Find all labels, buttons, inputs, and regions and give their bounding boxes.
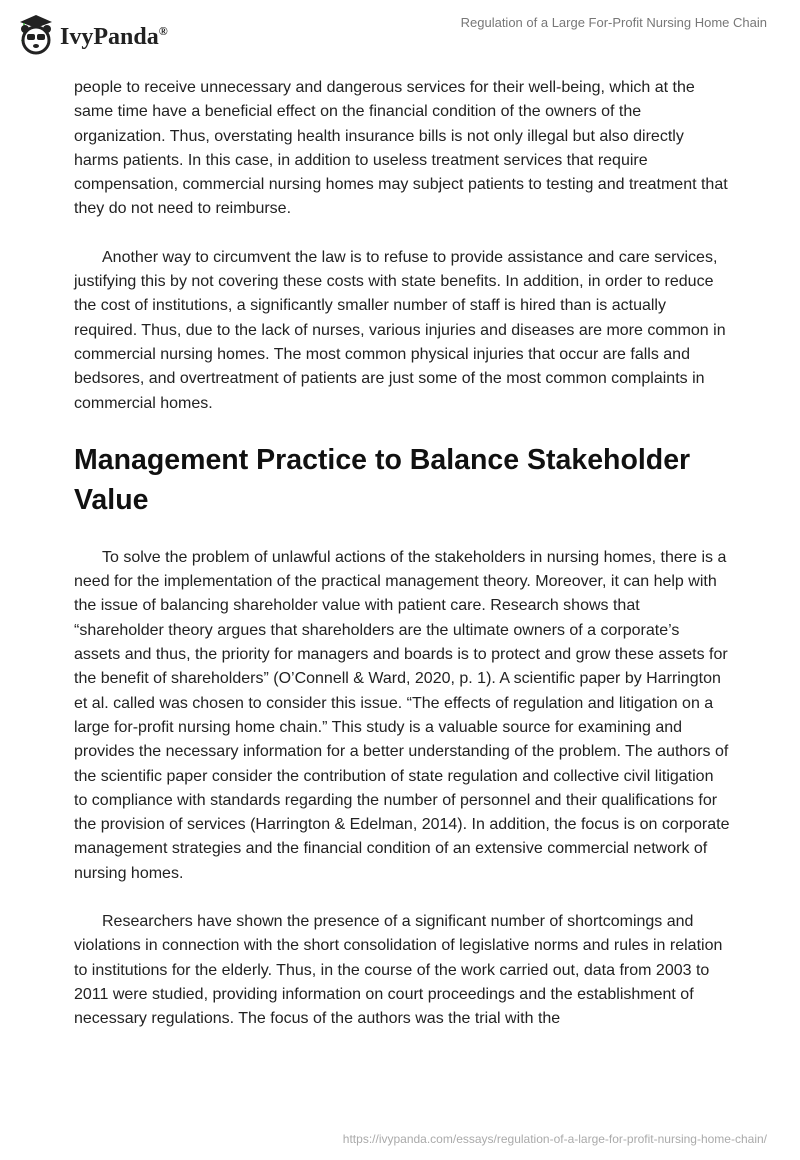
paragraph: Researchers have shown the presence of a significant number of shortcomings and violations in connection with the short consolidation of legislative norms and rules in relation to institutions for the elderly. Thus, in the course of the work carried out, data from 2003 to 2011 were studied, providing information on court proceedings and the establishment of necessary regulations. The focus of the authors was the trial with the	[74, 913, 723, 1028]
panda-graduate-icon	[18, 12, 54, 56]
logo-text: IvyPanda	[60, 23, 159, 50]
source-url[interactable]: https://ivypanda.com/essays/regulation-of-a-large-for-profit-nursing-home-chain/	[342, 1132, 767, 1146]
document-title: Regulation of a Large For-Profit Nursing Home Chain	[460, 15, 767, 30]
section-heading: Management Practice to Balance Stakeholder Value	[74, 443, 691, 516]
registered-mark: ®	[158, 23, 168, 38]
essay-content	[74, 76, 730, 1056]
ivypanda-logo[interactable]	[18, 12, 168, 56]
paragraph: To solve the problem of unlawful actions of the stakeholders in nursing homes, there is a need for the implementation of the practical management theory. Moreover, it can help with the issue of balancing shareholder value with patient care. Research shows that “shareholder theory argues that shareholders are the ultimate owners of a corporate’s assets and thus, the priority for managers and boards is to protect and grow these assets for the benefit of shareholders” (O’Connell & Ward, 2020, p. 1). A scientific paper by Harrington et al. called was chosen to consider this issue. “The effects of regulation and litigation on a large for-profit nursing home chain.” This study is a valuable source for examining and provides the necessary information for a better understanding of the problem. The authors of the scientific paper consider the contribution of state regulation and collective civil litigation to compliance with standards regarding the number of personnel and their qualifications for the provision of services (Harrington & Edelman, 2014). In addition, the focus is on corporate management strategies and the financial condition of an extensive commercial network of nursing homes.	[74, 548, 730, 882]
paragraph: people to receive unnecessary and dangerous services for their well-being, which at the same time have a beneficial effect on the financial condition of the owners of the organization. Thus, overstating health insurance bills is not only illegal but also directly harms patients. In this case, in addition to useless treatment services that require compensation, commercial nursing homes may subject patients to testing and treatment that they do not need to reimburse.	[74, 79, 728, 218]
paragraph: Another way to circumvent the law is to refuse to provide assistance and care services, justifying this by not covering these costs with state benefits. In addition, in order to reduce the cost of institutions, a significantly smaller number of staff is hired than is actually required. Thus, due to the lack of nurses, various injuries and diseases are more common in commercial nursing homes. The most common physical injuries that occur are falls and bedsores, and overtreatment of patients are just some of the most common complaints in commercial homes.	[74, 248, 726, 412]
